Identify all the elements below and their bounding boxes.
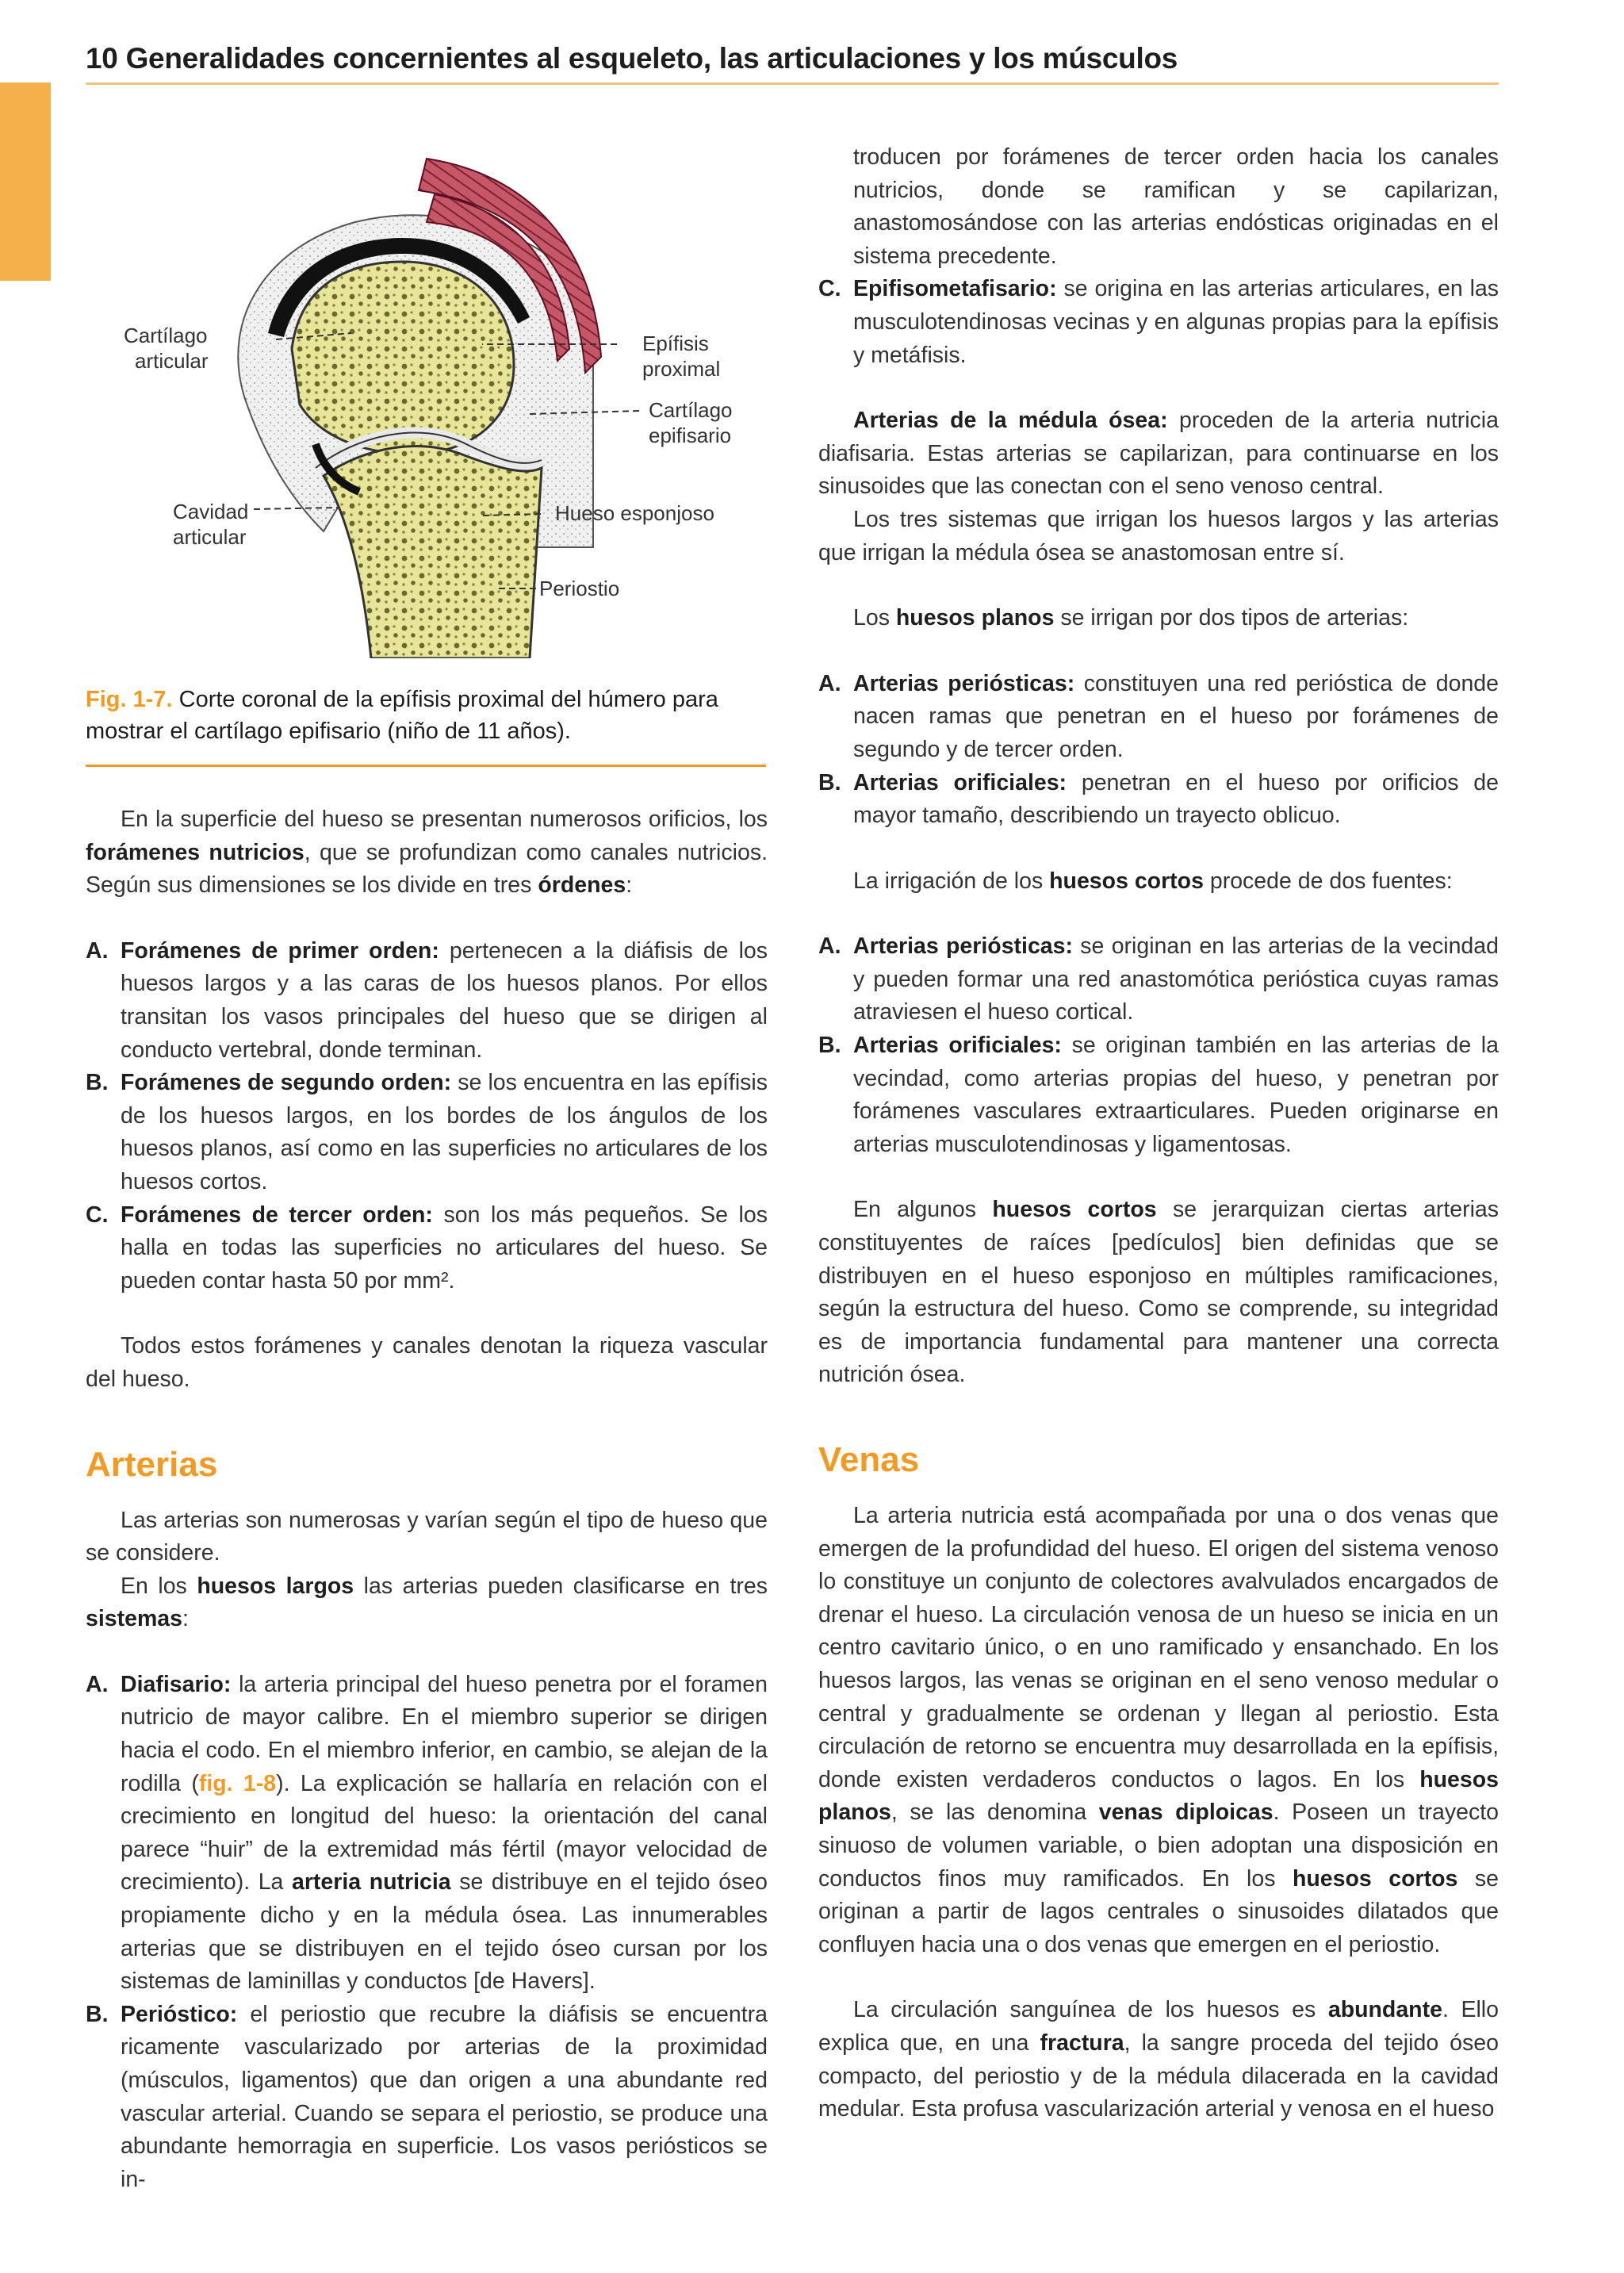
header-text [86,35,1499,82]
text: , que se profundizan como canales nutricios. Según sus dimensiones se los divide en tres [86,839,768,899]
list-letter: C. [86,1202,109,1228]
term-huesos-planos: huesos planos [818,1766,1499,1826]
text: La irrigación de los [853,868,1044,894]
paragraph-algunos-cortos [818,1194,1499,1392]
list-title: Arterias orificiales: [853,769,1067,795]
spacer [818,1161,1499,1194]
list-letter: A. [86,1671,109,1697]
paragraph-medula [818,404,1499,504]
list-body [853,767,1499,833]
caption-divider [86,765,766,767]
list-text: se origina en las arterias articulares, en las musculotendinosas vecinas y en algunas propias para la epífisis y metáfisis. [853,276,1499,368]
figure-caption-text: Corte coronal de la epífisis proximal del húmero para mostrar el cartílago epifisario (niño de 11 años). [86,687,718,744]
list-text: se originan en las arterias de la vecindad y pueden formar una red anastomótica perióstica cuyas ramas atraviesen el hueso cortical. [853,933,1499,1025]
list-body [121,1669,768,1999]
spacer [818,635,1499,668]
term-huesos-cortos: huesos cortos [1292,1865,1458,1892]
text: : [182,1606,189,1632]
spacer [86,1397,768,1443]
term-sistemas: sistemas [86,1606,183,1632]
running-title: Generalidades concernientes al esqueleto, las articulaciones y los músculos [125,42,1178,75]
list-body [853,1029,1499,1161]
list-letter: B. [818,1033,841,1059]
spacer [86,903,768,935]
list-body [853,668,1499,767]
spacer [818,833,1499,865]
list-item-cortos-b [818,1029,1499,1161]
list-title: Forámenes de tercer orden: [121,1202,433,1228]
label-cavidad-2: articular [173,525,247,549]
paragraph-riqueza: Todos estos forámenes y canales denotan la riqueza vascular del hueso. [86,1333,768,1392]
list-letter: B. [86,1070,109,1096]
spacer [818,1961,1499,1994]
list-body [121,1999,768,2197]
right-column [818,141,1499,2126]
page-number: 10 [86,42,118,75]
list-body [121,1199,768,1298]
list-text: la arteria principal del hueso penetra por el foramen nutricio de mayor calibre. En el miembro superior se dirigen hacia el codo. En el miembro inferior, en cambio, se alejan de la rodilla ( [121,1671,768,1796]
text: La arteria nutricia está acompañada por una o dos venas que emergen de la profundidad del hueso. El origen del sistema venoso lo constituye un conjunto de colectores avalvulados encargados de drenar el hueso. La circulación venosa de un hueso se inicia en un centro cavitario único, o en uno ramificado y ensanchado. En los huesos largos, las venas se originan en el seno venoso medular o central y gradualmente se ordenan y llegan al periostio. Esta circulación de retorno se encuentra muy desarrollada en la epífisis, donde existen verdaderos conductos o lagos. En los [818,1503,1499,1792]
text: procede de dos fuentes: [1209,868,1453,894]
term-fractura: fractura [1040,2030,1124,2056]
list-letter: C. [818,276,841,302]
list-text: son los más pequeños. Se los halla en todas las superficies no articulares del hueso. Se pueden contar hasta 50 por mm². [121,1202,768,1294]
list-letter: A. [818,670,841,696]
paragraph-circulacion [818,1994,1499,2125]
term-foramenes-nutricios: forámenes nutricios [86,839,304,865]
paragraph-foramenes [86,803,768,903]
text: se jerarquizan ciertas arterias constituyentes de raíces [pedículos] bien definidas que se distribuyen en el hueso esponjoso en múltiples ramificaciones, según la estructura del hueso. Como se comprende, su integridad es de importancia fundamental para mantener una correcta nutrición ósea. [818,1197,1500,1388]
list-letter-empty [818,141,853,273]
term-venas-diploicas: venas diploicas [1098,1800,1274,1826]
text: . Ello explica que, en una [818,1997,1499,2056]
list-body [121,935,768,1067]
list-item-periostico [86,1999,768,2197]
label-hueso-esponjoso: Hueso esponjoso [555,501,714,525]
chapter-tab-marker [0,82,51,281]
label-cartilago-articular-2: articular [135,349,209,373]
text: . Poseen un trayecto sinuoso de volumen variable, o bien adoptan una disposición en conductos finos muy ramificados. En los [818,1800,1499,1892]
term-arterias-medula: Arterias de la médula ósea: [853,408,1168,434]
spacer [818,1482,1499,1500]
cancellous-bone [324,447,542,658]
paragraph-arterias-intro: Las arterias son numerosas y varían según el tipo de hueso que se considere. [86,1507,768,1566]
text: La circulación sanguínea de los huesos es [853,1997,1316,2023]
text: se originan a partir de lagos centrales o sinusoides dilatados que confluyen hacia una o dos venas que emergen en el periostio. [818,1865,1500,1957]
term-huesos-cortos: huesos cortos [1049,868,1204,894]
label-epifisis-2: proximal [642,357,721,381]
term-ordenes: órdenes [538,872,626,899]
text: Los [853,605,890,631]
humerus-illustration [86,135,768,658]
list-item-foramenes-c [86,1199,768,1298]
term-huesos-cortos: huesos cortos [992,1197,1157,1223]
list-item-foramenes-a [86,935,768,1067]
list-title: Epifisometafisario: [853,276,1057,302]
text: En los [121,1573,187,1599]
list-letter: A. [818,933,841,960]
list-body [853,273,1499,372]
paragraph-huesos-planos [818,602,1499,635]
list-text: pertenecen a la diáfisis de los huesos largos y a las caras de los huesos planos. Por ellos transitan los vasos principales del hueso que se dirigen al conducto vertebral, donde terminan. [121,937,768,1063]
list-body [853,930,1499,1029]
list-item-planos-a [818,668,1499,767]
text: , se las denomina [891,1800,1087,1826]
list-title: Forámenes de segundo orden: [121,1070,452,1096]
paragraph-huesos-largos [86,1570,768,1636]
list-title: Arterias periósticas: [853,933,1073,960]
list-body [121,1067,768,1198]
text: : [626,872,633,899]
list-item-planos-b [818,767,1499,833]
paragraph-huesos-cortos [818,865,1499,899]
term-abundante: abundante [1327,1997,1442,2023]
spacer [86,1487,768,1504]
text: En algunos [853,1197,977,1223]
term-arteria-nutricia: arteria nutricia [291,1869,451,1895]
list-text: constituyen una red perióstica de donde nacen ramas que penetran en el hueso por forámenes de segundo y de tercer orden. [853,670,1500,762]
spacer [86,1636,768,1669]
proximal-epiphysis [292,262,514,454]
list-letter: B. [818,769,841,795]
list-title: Arterias periósticas: [853,670,1075,696]
list-title: Perióstico: [121,2001,238,2027]
label-epifisis-1: Epífisis [642,332,709,355]
term-huesos-planos: huesos planos [895,605,1055,631]
label-cavidad-1: Cavidad [173,500,249,523]
list-item-cortos-a [818,930,1499,1029]
text: , la sangre proceda del tejido óseo compacto, del periostio y de la médula dilacerada en la cavidad medular. Esta profusa vascularización arterial y venosa en el hueso [818,2030,1499,2122]
label-cartilago-articular-1: Cartílago [124,324,208,347]
list-title: Diafisario: [121,1671,232,1697]
list-letter: B. [86,2001,109,2027]
list-text: troducen por forámenes de tercer orden hacia los canales nutricios, donde se ramifican y se capilarizan, anastomosándose con las arterias endósticas originadas en el sistema precedente. [853,144,1499,269]
list-text: se originan también en las arterias de la vecindad, como arterias propias del hueso, y penetran por forámenes vasculares extraarticulares. Pueden originarse en arterias musculotendinosas y ligamentosas. [853,1033,1499,1157]
figure-caption [86,684,766,747]
spacer [818,372,1499,404]
spacer [818,898,1499,930]
text: las arterias pueden clasificarse en tres [363,1573,768,1599]
paragraph-venas [818,1500,1499,1961]
spacer [818,1392,1499,1438]
text: proceden de la arteria nutricia diafisaria. Estas arterias se capilarizan, para continuarse en los sinusoides que las conectan con el seno venoso central. [818,408,1499,500]
list-text: se distribuye en el tejido óseo propiamente dicho y en la médula ósea. Las innumerables arterias que se distribuyen en el tejido óseo cursan por los sistemas de laminillas y conductos [de Havers]. [121,1869,768,1995]
label-cartilago-epifisario-2: epifisario [649,424,732,447]
list-text: penetran en el hueso por orificios de mayor tamaño, describiendo un trayecto oblicuo. [853,769,1500,829]
list-title: Arterias orificiales: [853,1033,1062,1059]
term-huesos-largos: huesos largos [197,1573,354,1599]
list-title: Forámenes de primer orden: [121,937,439,964]
figure-link[interactable]: fig. 1-8 [198,1770,277,1796]
section-title-arterias: Arterias [86,1444,218,1484]
list-letter: A. [86,937,109,964]
left-column [86,803,768,2196]
list-item-diafisario [86,1669,768,1999]
list-text: se los encuentra en las epífisis de los huesos largos, en los bordes de los ángulos de los huesos planos, así como en las superficies no articulares de los huesos cortos. [121,1070,768,1194]
list-item-foramenes-b [86,1067,768,1198]
text: En la superficie del hueso se presentan numerosos orificios, los [121,807,768,832]
list-item-epifisometafisario [818,273,1499,372]
paragraph-tres-sistemas: Los tres sistemas que irrigan los huesos largos y las arterias que irrigan la médula ósea se anastomosan entre sí. [818,506,1499,565]
figure-ref: Fig. 1-7. [86,687,173,712]
spacer [86,1297,768,1330]
label-cartilago-epifisario-1: Cartílago [649,398,733,422]
humerus-figure [86,135,768,658]
list-text: ). La explicación se hallaría en relación con el crecimiento en longitud del hueso: la orientación del canal parece “huir” de la extremidad más fértil (mayor velocidad de crecimiento). La [121,1770,768,1895]
text: se irrigan por dos tipos de arterias: [1060,605,1409,631]
section-title-venas: Venas [818,1440,920,1479]
spacer [818,569,1499,602]
list-item-continuation [818,141,1499,273]
page-header [86,35,1499,85]
list-text: el periostio que recubre la diáfisis se encuentra ricamente vascularizado por arterias de la proximidad (músculos, ligamentos) que dan origen a una abundante red vascular arterial. Cuando se separa el periostio, se produce una abundante hemorragia en superficie. Los vasos periósticos se in- [121,2001,768,2192]
label-periostio: Periostio [539,577,620,600]
